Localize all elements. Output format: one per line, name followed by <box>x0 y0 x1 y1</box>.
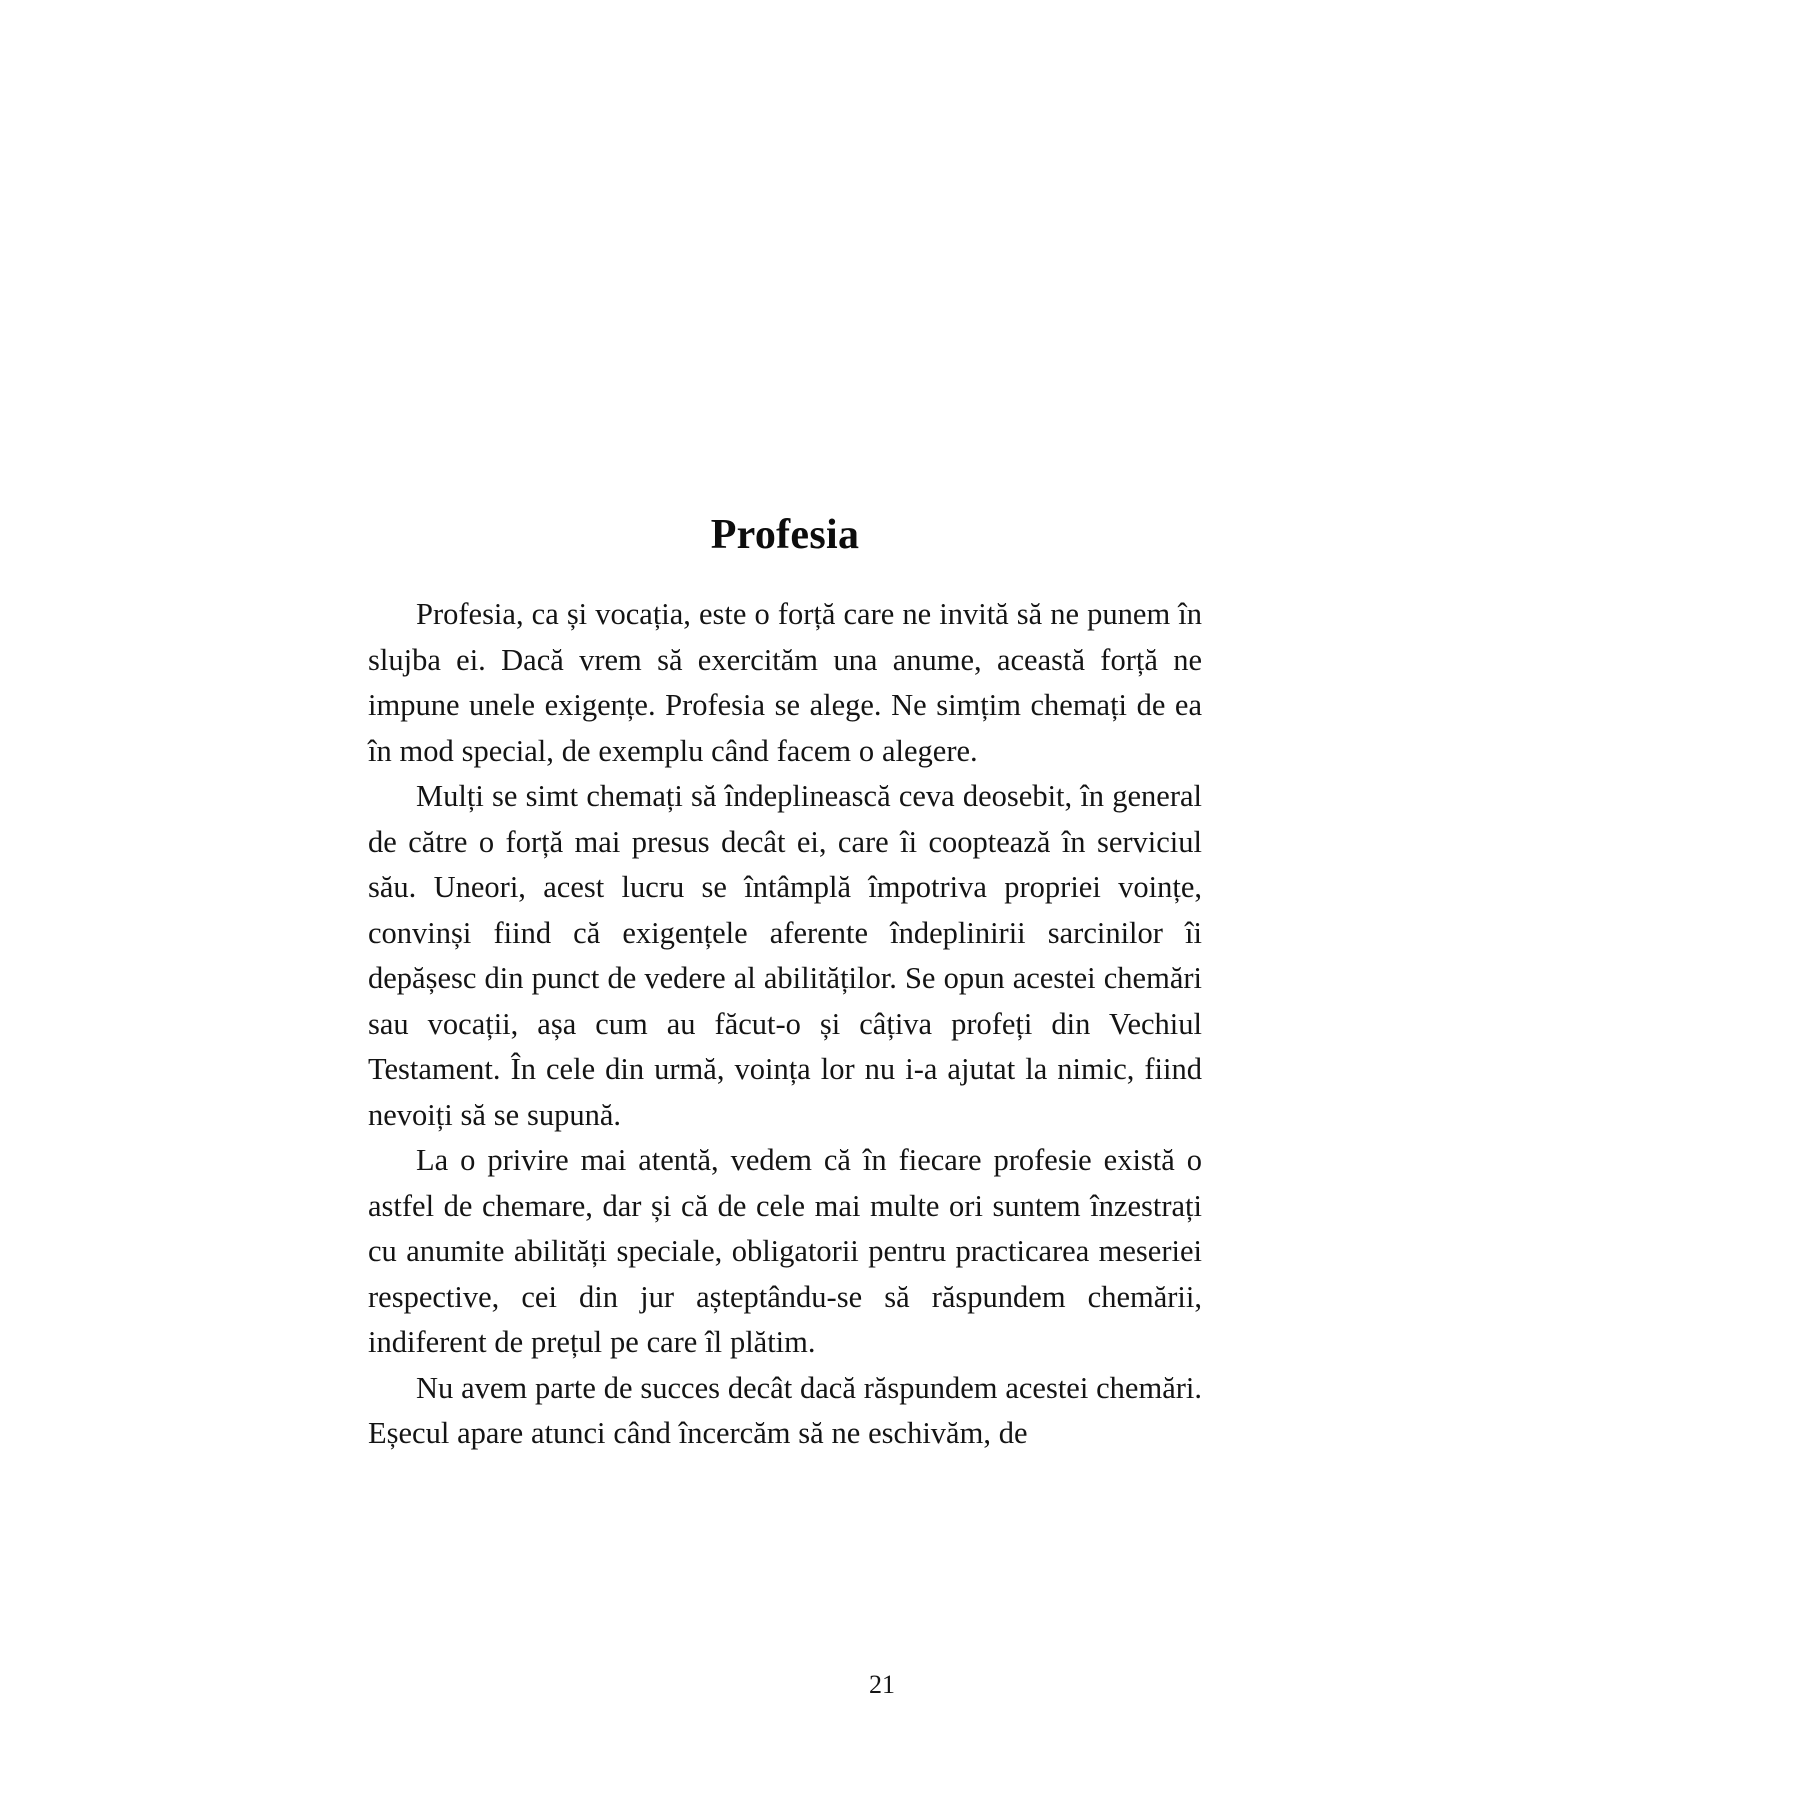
body-paragraph-3: La o privire mai atentă, vedem că în fiecare profesie există o astfel de chemare, dar și că de cele mai multe ori suntem înzestrați cu anumite abilități speciale, obligatorii pentru practicarea meseriei respective, cei din jur așteptându-se să răspundem chemării, indiferent de prețul pe care îl plătim. <box>368 1143 1202 1360</box>
folio-number: 21 <box>869 1670 895 1699</box>
page-title: Profesia <box>710 512 860 558</box>
body-paragraph-2: Mulți se simt chemați să îndeplinească ceva deosebit, în general de către o forță mai presus decât ei, care îi cooptează în serviciul său. Uneori, acest lucru se întâmplă împotriva propriei voințe, convinși fiind că exigențele aferente îndeplinirii sarcinilor îi depășesc din punct de vedere al abilităților. Se opun acestei chemări sau vocații, așa cum au făcut-o și câțiva profeți din Vechiul Testament. În cele din urmă, voința lor nu i-a ajutat la nimic, fiind nevoiți să se supună. <box>368 779 1202 1132</box>
page-footer <box>0 1672 1800 1698</box>
body-paragraph-1: Profesia, ca și vocația, este o forță care ne invită să ne punem în slujba ei. Dacă vrem să exercităm una anume, această forță ne impune unele exigențe. Profesia se alege. Ne simțim chemați de ea în mod special, de exemplu când facem o alegere. <box>368 597 1202 768</box>
body-paragraph-4: Nu avem parte de succes decât dacă răspundem acestei chemări. Eșecul apare atunci când încercăm să ne eschivăm, de <box>368 1370 1202 1451</box>
page-text-block <box>368 512 1202 1457</box>
